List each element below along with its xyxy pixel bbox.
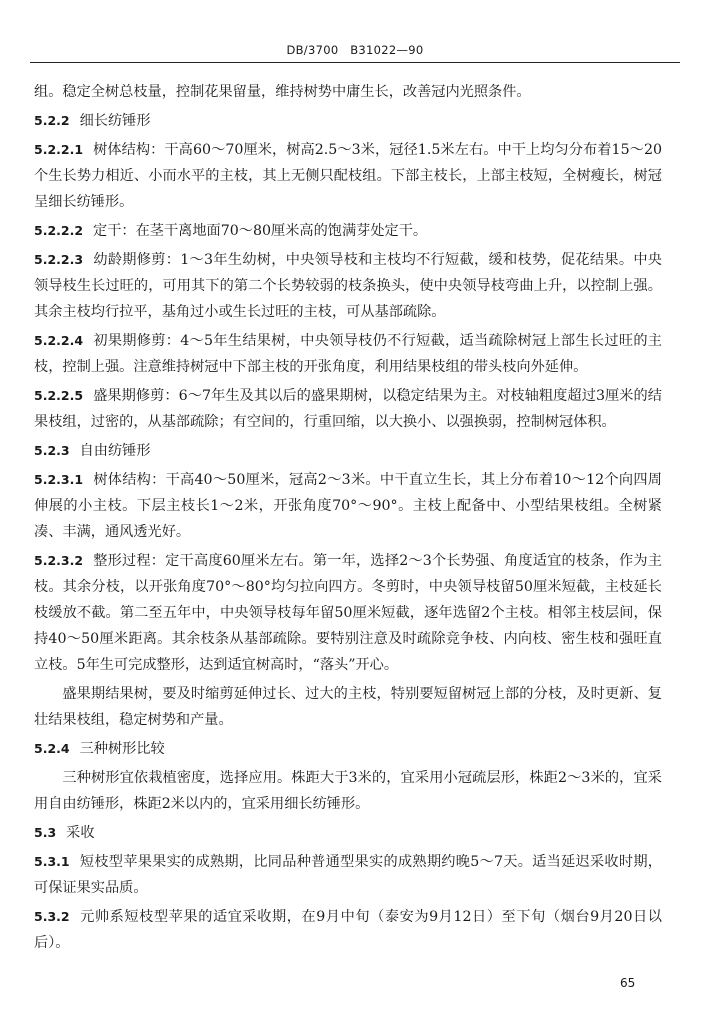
body-paragraph: [34, 765, 662, 817]
clause-paragraph: [34, 328, 662, 380]
clause-number: 5.3.1: [34, 854, 70, 869]
paragraph-text: 树体结构：干高60～70厘米，树高2.5～3米，冠径1.5米左右。中干上均匀分布着15～20个生长势力相近、小而水平的主枝，其上无侧只配枝组。下部主枝长，上部主枝短，全树瘦长，树冠呈细长纺锤形。: [34, 142, 662, 210]
header-rule: [30, 62, 680, 63]
paragraph-text: 盛果期修剪：6～7年生及其以后的盛果期树，以稳定结果为主。对枝轴粗度超过3厘米的结果枝组，过密的，从基部疏除；有空间的，行重回缩，以大换小、以强换弱，控制树冠体积。: [34, 388, 662, 430]
clause-paragraph: [34, 218, 662, 244]
clause-number: 5.2.2.4: [34, 333, 84, 348]
clause-number: 5.2.3.1: [34, 472, 84, 487]
document-code-header: DB/3700 B31022—90: [286, 43, 424, 57]
section-heading: [34, 736, 662, 762]
clause-number: 5.2.2.2: [34, 223, 84, 238]
paragraph-text: 定干：在茎干离地面70～80厘米高的饱满芽处定干。: [93, 223, 428, 239]
clause-paragraph: [34, 904, 662, 956]
page-number: 65: [620, 976, 636, 990]
clause-paragraph: [34, 548, 662, 678]
document-body: [34, 79, 662, 959]
body-paragraph: [34, 79, 662, 105]
paragraph-text: 组。稳定全树总枝量，控制花果留量，维持树势中庸生长，改善冠内光照条件。: [34, 84, 531, 100]
paragraph-text: 整形过程：定干高度60厘米左右。第一年，选择2～3个长势强、角度适宜的枝条，作为主枝。其余分枝，以开张角度70°～80°均匀拉向四方。冬剪时，中央领导枝留50厘米短截，主枝延长枝缓放不截。第二至五年中，中央领导枝每年留50厘米短截，逐年选留2个主枝。相邻主枝层间，保持40～50厘米距离。其余枝条从基部疏除。要特别注意及时疏除竞争枝、内向枝、密生枝和强旺直立枝。5年生可完成整形，达到适宜树高时，“落头”开心。: [34, 553, 662, 673]
section-heading: [34, 438, 662, 464]
paragraph-text: 自由纺锤形: [79, 443, 151, 459]
section-heading: [34, 820, 662, 846]
clause-number: 5.2.2.3: [34, 252, 84, 267]
paragraph-text: 采收: [66, 825, 95, 841]
clause-number: 5.3: [34, 825, 57, 840]
paragraph-text: 树体结构：干高40～50厘米，冠高2～3米。中干直立生长，其上分布着10～12个向四周伸展的小主枝。下层主枝长1～2米，开张角度70°～90°。主枝上配备中、小型结果枝组。全树紧凑、丰满，通风透光好。: [34, 472, 662, 540]
clause-paragraph: [34, 137, 662, 215]
clause-number: 5.2.2.5: [34, 388, 84, 403]
paragraph-text: 元帅系短枝型苹果的适宜采收期，在9月中旬（泰安为9月12日）至下旬（烟台9月20日以后）。: [34, 909, 662, 951]
clause-number: 5.3.2: [34, 909, 70, 924]
clause-paragraph: [34, 849, 662, 901]
body-paragraph: [34, 681, 662, 733]
clause-number: 5.2.2: [34, 113, 70, 128]
clause-number: 5.2.4: [34, 741, 70, 756]
clause-number: 5.2.2.1: [34, 142, 84, 157]
paragraph-text: 三种树形比较: [79, 741, 165, 757]
paragraph-text: 短枝型苹果果实的成熟期，比同品种普通型果实的成熟期约晚5～7天。适当延迟采收时期，可保证果实品质。: [34, 854, 662, 896]
clause-number: 5.2.3: [34, 443, 70, 458]
paragraph-text: 幼龄期修剪：1～3年生幼树，中央领导枝和主枝均不行短截，缓和枝势，促花结果。中央领导枝生长过旺的，可用其下的第二个长势较弱的枝条换头，使中央领导枝弯曲上升，以控制上强。其余主枝均行拉平，基角过小或生长过旺的主枝，可从基部疏除。: [34, 252, 662, 320]
paragraph-text: 盛果期结果树，要及时缩剪延伸过长、过大的主枝，特别要短留树冠上部的分枝，及时更新、复壮结果枝组，稳定树势和产量。: [34, 686, 662, 728]
paragraph-text: 初果期修剪：4～5年生结果树，中央领导枝仍不行短截，适当疏除树冠上部生长过旺的主枝，控制上强。注意维持树冠中下部主枝的开张角度，利用结果枝组的带头枝向外延伸。: [34, 333, 662, 375]
clause-paragraph: [34, 467, 662, 545]
clause-number: 5.2.3.2: [34, 553, 84, 568]
paragraph-text: 细长纺锤形: [79, 113, 151, 129]
clause-paragraph: [34, 383, 662, 435]
section-heading: [34, 108, 662, 134]
clause-paragraph: [34, 247, 662, 325]
paragraph-text: 三种树形宜依栽植密度，选择应用。株距大于3米的，宜采用小冠疏层形，株距2～3米的，宜采用自由纺锤形，株距2米以内的，宜采用细长纺锤形。: [34, 770, 662, 812]
